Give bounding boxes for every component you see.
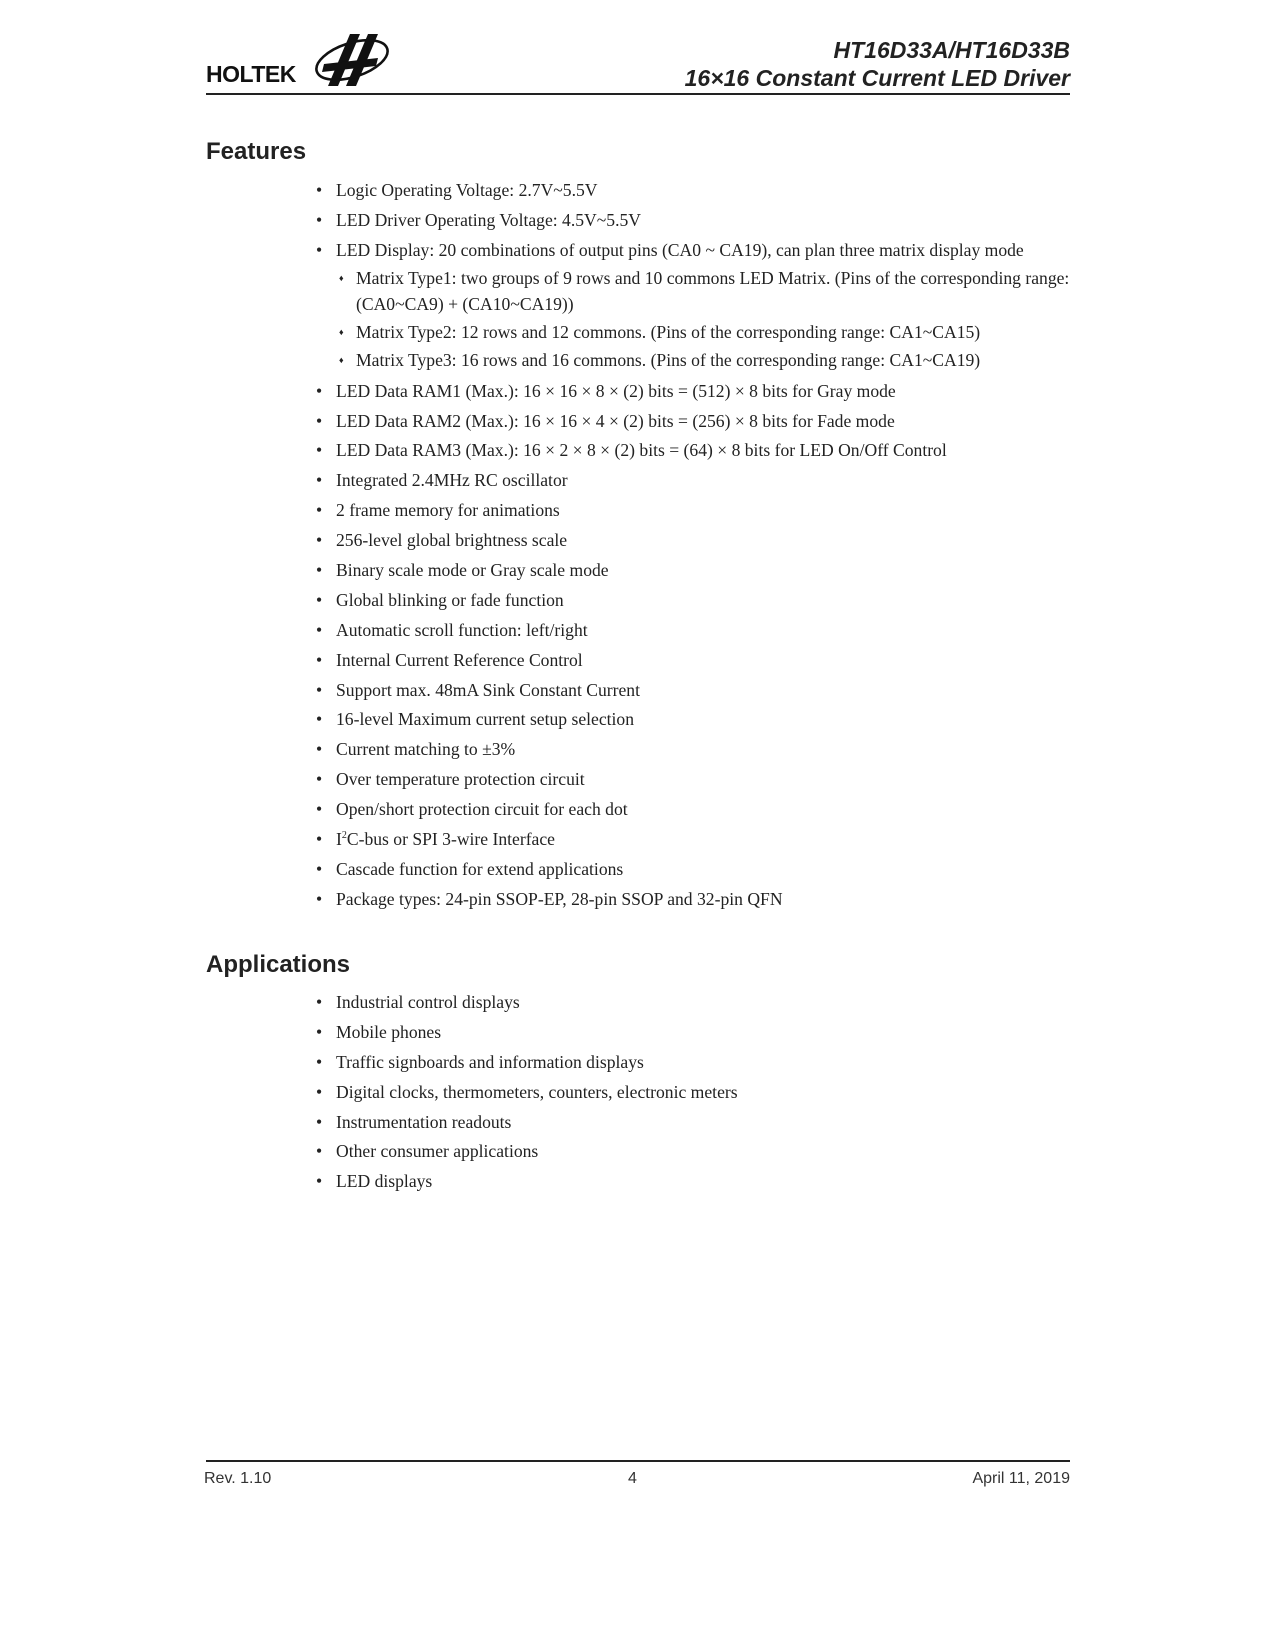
list-item: • LED Data RAM2 (Max.): 16 × 16 × 4 × (2) bits = (256) × 8 bits for Fade mode: [316, 409, 1076, 433]
list-item: • Instrumentation readouts: [316, 1110, 738, 1134]
list-item: • LED Data RAM3 (Max.): 16 × 2 × 8 × (2) bits = (64) × 8 bits for LED On/Off Control: [316, 438, 1076, 462]
list-item: • Internal Current Reference Control: [316, 648, 1076, 672]
footer-divider: [206, 1460, 1070, 1462]
led-display-text: LED Display: 20 combinations of output pins (CA0 ~ CA19), can plan three matrix display mode: [336, 239, 1024, 260]
list-item: • Logic Operating Voltage: 2.7V~5.5V: [316, 178, 1076, 202]
list-item: • Package types: 24-pin SSOP-EP, 28-pin SSOP and 32-pin QFN: [316, 887, 1076, 911]
page-header: [206, 26, 1070, 96]
applications-list: [316, 990, 738, 1199]
list-item: • Mobile phones: [316, 1020, 738, 1044]
list-item: • LED Data RAM1 (Max.): 16 × 16 × 8 × (2) bits = (512) × 8 bits for Gray mode: [316, 379, 1076, 403]
sub-list-item: ♦ Matrix Type1: two groups of 9 rows and 10 commons LED Matrix. (Pins of the corresponding range: (CA0~CA9) + (CA10~CA19)): [336, 265, 1076, 317]
list-item: • Traffic signboards and information displays: [316, 1050, 738, 1074]
features-heading: Features: [206, 138, 307, 165]
list-item: • Automatic scroll function: left/right: [316, 618, 1076, 642]
header-divider: [206, 93, 1070, 95]
page-number: 4: [628, 1470, 637, 1487]
list-item: • 2 frame memory for animations: [316, 498, 1076, 522]
applications-heading: Applications: [206, 951, 351, 978]
list-item: • 256-level global brightness scale: [316, 528, 1076, 552]
matrix-type-list: [336, 265, 1076, 373]
list-item: • Industrial control displays: [316, 990, 738, 1014]
list-item: • Global blinking or fade function: [316, 588, 1076, 612]
part-number: HT16D33A/HT16D33B: [833, 37, 1070, 63]
list-item: • Other consumer applications: [316, 1139, 738, 1163]
list-item: • Cascade function for extend applications: [316, 857, 1076, 881]
list-item-i2c: • $I^2C$-bus or SPI 3-wire Interface: [316, 827, 1076, 851]
list-item: [316, 238, 1076, 373]
sub-list-item: ♦ Matrix Type3: 16 rows and 16 commons. (Pins of the corresponding range: CA1~CA19): [336, 347, 1076, 373]
list-item: • Support max. 48mA Sink Constant Current: [316, 678, 1076, 702]
list-item: • Current matching to ±3%: [316, 737, 1076, 761]
list-item: • Binary scale mode or Gray scale mode: [316, 558, 1076, 582]
list-item: • Over temperature protection circuit: [316, 767, 1076, 791]
list-item: • Digital clocks, thermometers, counters, electronic meters: [316, 1080, 738, 1104]
list-item: • Integrated 2.4MHz RC oscillator: [316, 468, 1076, 492]
holtek-logo: [206, 28, 396, 88]
list-item: • Open/short protection circuit for each dot: [316, 797, 1076, 821]
document-date: April 11, 2019: [972, 1470, 1070, 1487]
list-item: • LED Driver Operating Voltage: 4.5V~5.5V: [316, 208, 1076, 232]
logo-text: HOLTEK: [206, 61, 296, 87]
list-item: • LED displays: [316, 1169, 738, 1193]
list-item: • 16-level Maximum current setup selection: [316, 707, 1076, 731]
sub-list-item: ♦ Matrix Type2: 12 rows and 12 commons. (Pins of the corresponding range: CA1~CA15): [336, 319, 1076, 345]
holtek-logo-mark-icon: [306, 28, 392, 88]
document-subtitle: 16×16 Constant Current LED Driver: [684, 65, 1070, 91]
revision-label: Rev. 1.10: [204, 1470, 272, 1487]
features-list: [316, 178, 1076, 917]
document-title-block: [685, 36, 1070, 92]
